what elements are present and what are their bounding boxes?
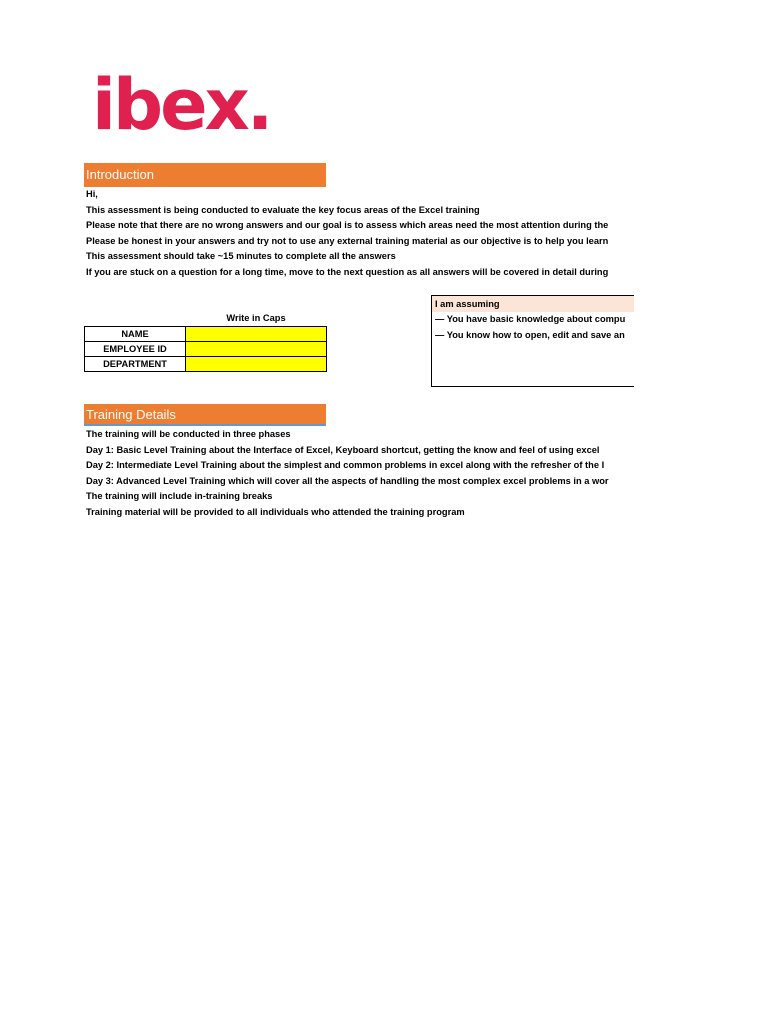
- name-label: NAME: [85, 327, 186, 342]
- training-details-text: [86, 427, 634, 520]
- training-line-breaks: The training will include in-training breaks: [86, 491, 273, 501]
- employee-id-input-cell[interactable]: [186, 342, 327, 357]
- assumption-item-computer-knowledge: — You have basic knowledge about compu: [435, 314, 626, 324]
- training-line-day-1: Day 1: Basic Level Training about the Interface of Excel, Keyboard shortcut, getting the know and feel of using excel: [86, 444, 600, 455]
- employee-id-label: EMPLOYEE ID: [85, 342, 186, 357]
- training-details-header: Training Details: [84, 404, 326, 426]
- training-line-day-3: Day 3: Advanced Level Training which will cover all the aspects of handling the most complex excel problems in a wor: [86, 475, 609, 486]
- intro-line-duration: This assessment should take ~15 minutes to complete all the answers: [86, 251, 396, 261]
- intro-line-greeting: Hi,: [86, 189, 98, 199]
- intro-line-no-wrong-answers: Please note that there are no wrong answers and our goal is to assess which areas need the most attention during the: [86, 220, 609, 230]
- name-input-cell[interactable]: [186, 327, 327, 342]
- write-in-caps-note: Write in Caps: [226, 313, 286, 323]
- intro-line-stuck: If you are stuck on a question for a long time, move to the next question as all answers will be covered in detail during: [86, 266, 609, 277]
- training-line-day-2: Day 2: Intermediate Level Training about the simplest and common problems in excel along with the refresher of the I: [86, 460, 605, 470]
- training-line-material: Training material will be provided to all individuals who attended the training program: [86, 506, 465, 517]
- table-row: [85, 357, 327, 372]
- intro-line-honesty: Please be honest in your answers and try not to use any external training material as our objective is to help you learn: [86, 235, 609, 246]
- table-row: [85, 327, 327, 342]
- ibex-logo: [92, 64, 271, 146]
- assumption-item-file-handling: — You know how to open, edit and save an: [435, 329, 625, 340]
- department-label: DEPARTMENT: [85, 357, 186, 372]
- introduction-header: Introduction: [84, 163, 326, 187]
- intro-line-purpose: This assessment is being conducted to evaluate the key focus areas of the Excel training: [86, 204, 480, 215]
- introduction-text: [86, 187, 634, 280]
- employee-info-table: [84, 326, 327, 372]
- training-line-phases: The training will be conducted in three phases: [86, 429, 291, 439]
- assumptions-title: I am assuming: [432, 296, 634, 312]
- logo-text: ibex: [92, 64, 247, 146]
- table-row: [85, 342, 327, 357]
- logo-dot: .: [246, 64, 271, 146]
- department-input-cell[interactable]: [186, 357, 327, 372]
- assumptions-box: [431, 295, 634, 387]
